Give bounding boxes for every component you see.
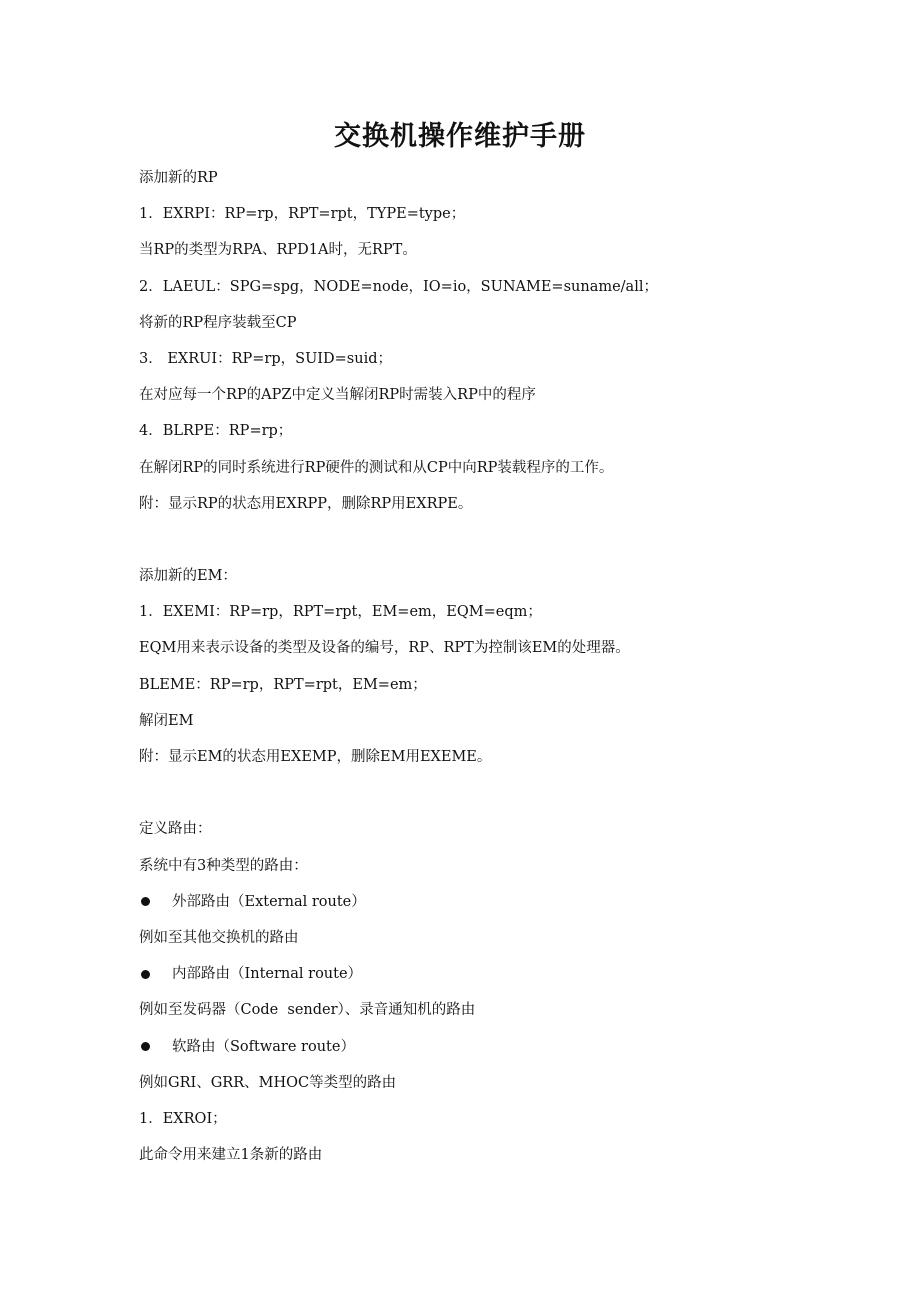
document-title: 交换机操作维护手册 [334,121,586,152]
paragraph: 当RP的类型为RPA、RPD1A时，无RPT。 [139,242,417,259]
paragraph: 附：显示EM的状态用EXEMP，删除EM用EXEME。 [139,749,492,765]
paragraph: 4．BLRPE：RP=rp； [139,423,293,440]
paragraph: 此命令用来建立1条新的路由 [139,1147,323,1164]
section-heading-route: 定义路由： [139,821,212,838]
paragraph: 例如至发码器（Code sender）、录音通知机的路由 [139,1002,476,1019]
paragraph: 解闭EM [139,712,194,729]
spacer [139,522,839,558]
paragraph: 1．EXRPI：RP=rp，RPT=rpt，TYPE=type； [139,206,466,223]
paragraph: 附：显示RP的状态用EXRPP，删除RP用EXRPE。 [139,495,473,512]
paragraph: BLEME：RP=rp，RPT=rpt，EM=em； [139,676,427,693]
paragraph: EQM用来表示设备的类型及设备的编号，RP、RPT为控制该EM的处理器。 [139,640,630,657]
paragraph: 例如至其他交换机的路由 [139,929,299,946]
list-item [139,884,839,920]
paragraph: 例如GRI、GRR、MHOC等类型的路由 [139,1074,397,1091]
bullet-icon [141,1042,150,1051]
list-item-label: 外部路由（External route） [172,893,366,910]
paragraph: 1．EXROI； [139,1110,227,1127]
paragraph: 1．EXEMI：RP=rp，RPT=rpt，EM=em，EQM=eqm； [139,604,542,621]
paragraph: 3． EXRUI：RP=rp，SUID=suid； [139,350,392,367]
bullet-icon [141,970,150,979]
list-item-label: 软路由（Software route） [172,1038,355,1055]
list-item [139,1029,839,1065]
list-item [139,956,839,992]
paragraph: 在解闭RP的同时系统进行RP硬件的测试和从CP中向RP装载程序的工作。 [139,459,614,476]
bullet-icon [141,897,150,906]
paragraph: 2．LAEUL：SPG=spg，NODE=node，IO=io，SUNAME=suname/all； [139,278,658,295]
section-heading-rp: 添加新的RP [139,170,218,186]
document-body [139,160,839,1173]
section-heading-em: 添加新的EM： [139,568,237,585]
spacer [139,775,839,811]
paragraph: 在对应每一个RP的APZ中定义当解闭RP时需装入RP中的程序 [139,387,536,404]
list-item-label: 内部路由（Internal route） [172,966,363,983]
paragraph: 将新的RP程序装载至CP [139,314,297,331]
paragraph: 系统中有3种类型的路由： [139,857,308,874]
